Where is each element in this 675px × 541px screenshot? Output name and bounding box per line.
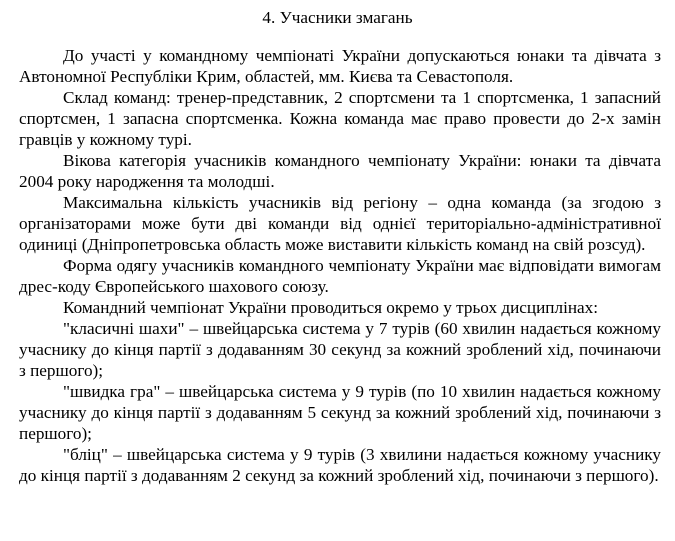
paragraph-rapid-chess: "швидка гра" – швейцарська система у 9 турів (по 10 хвилин надається кожному учаснику до кінця партії з додаванням 5 секунд за кожний зроблений хід, починаючи з першого); xyxy=(19,382,661,443)
paragraph-max-participants: Максимальна кількість учасників від регіону – одна команда (за згодою з організаторами може бути дві команди від однієї територіально-адміністративної одиниці (Дніпропетровська область може виставити кількість команд на свій розсуд). xyxy=(19,193,661,254)
paragraph-disciplines-intro: Командний чемпіонат України проводиться окремо у трьох дисциплінах: xyxy=(63,298,599,317)
paragraph-blitz-chess: "бліц" – швейцарська система у 9 турів (3 хвилини надається кожному учаснику до кінця партії з додаванням 2 секунд за кожний зроблений хід, починаючи з першого). xyxy=(19,445,661,485)
paragraph-age-category: Вікова категорія учасників командного чемпіонату України: юнаки та дівчата 2004 року народження та молодші. xyxy=(19,151,661,191)
paragraph-eligibility: До участі у командному чемпіонаті України допускаються юнаки та дівчата з Автономної Республіки Крим, областей, мм. Києва та Севастополя. xyxy=(19,46,661,86)
paragraph-dress-code: Форма одягу учасників командного чемпіонату України має відповідати вимогам дрес-коду Європейського шахового союзу. xyxy=(19,256,661,296)
section-title: 4. Учасники змагань xyxy=(262,8,413,27)
section-body xyxy=(19,45,661,486)
paragraph-classical-chess: "класичні шахи" – швейцарська система у 7 турів (60 хвилин надається кожному учаснику до кінця партії з додаванням 30 секунд за кожний зроблений хід, починаючи з першого); xyxy=(19,319,661,380)
paragraph-team-composition: Склад команд: тренер-представник, 2 спортсмени та 1 спортсменка, 1 запасний спортсмен, 1 запасна спортсменка. Кожна команда має право провести до 2-х замін гравців у кожному турі. xyxy=(19,88,661,149)
